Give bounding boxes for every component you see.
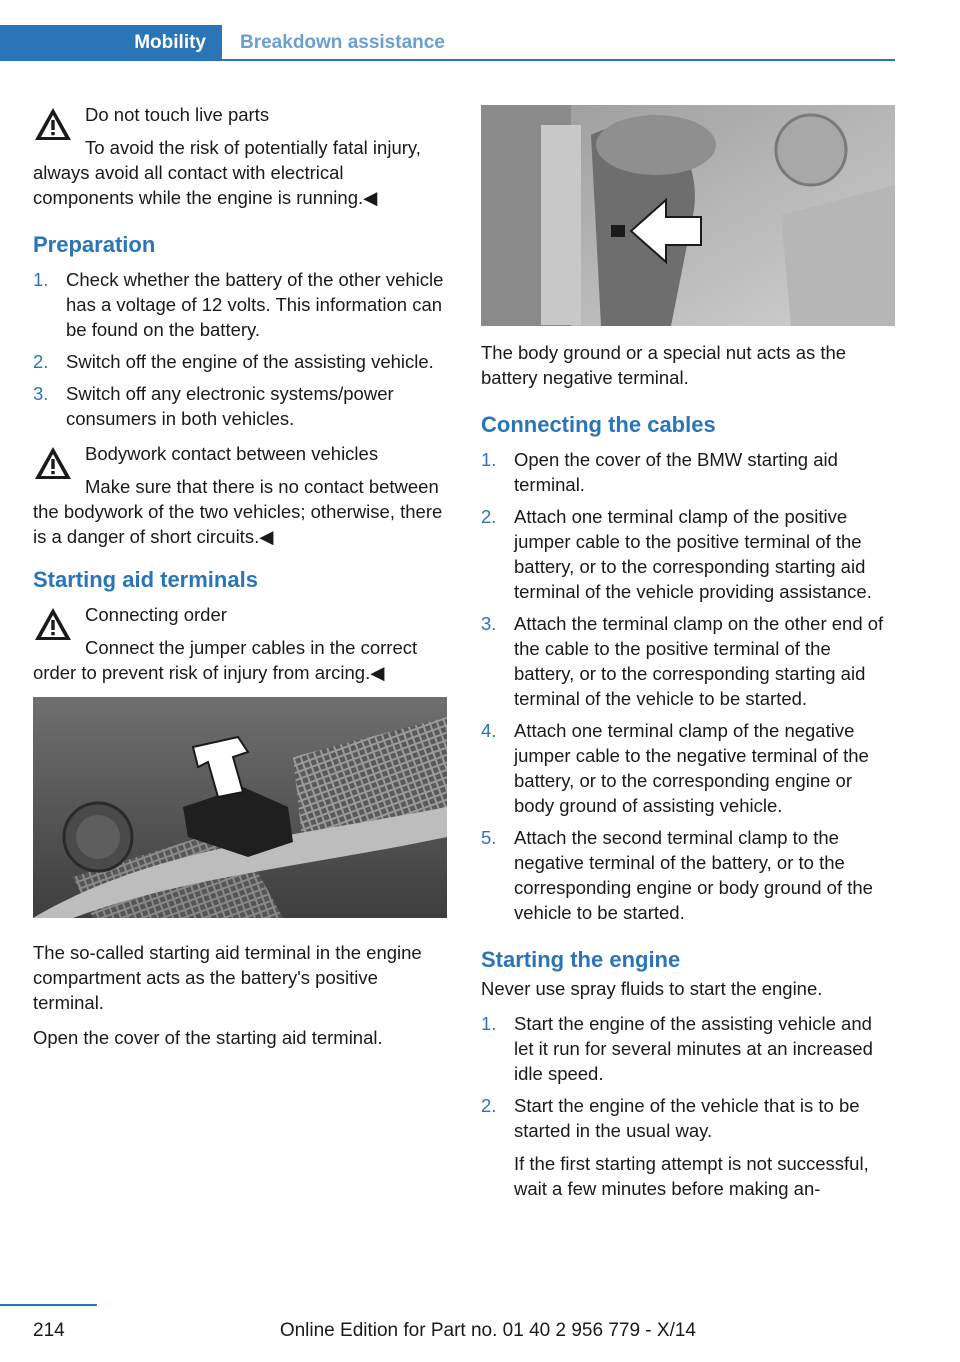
item-text: Attach the terminal clamp on the other end of the cable to the positive terminal of the battery, or to the corresponding starting aid terminal of the vehicle to be started. — [514, 613, 884, 709]
item-text: Start the engine of the vehicle that is to be started in the usual way. — [514, 1095, 860, 1141]
warning-triangle-icon — [33, 445, 73, 481]
photo-caption: The body ground or a special nut acts as the battery negative terminal. — [481, 342, 847, 388]
warning-bodywork — [33, 441, 447, 549]
preparation-list — [33, 267, 447, 431]
item-number: 2. — [33, 351, 49, 372]
item-number: 3. — [481, 613, 497, 634]
item-text: Start the engine of the assisting vehicle and let it run for several minutes at an increased idle speed. — [514, 1013, 873, 1084]
starting-aid-terminal-photo — [33, 697, 447, 918]
list-item — [481, 1011, 895, 1086]
list-item — [33, 267, 447, 342]
heading-preparation: Preparation — [33, 232, 156, 257]
warning-title: Connecting order — [85, 604, 227, 625]
item-text: Switch off any electronic systems/power consumers in both vehicles. — [66, 383, 394, 429]
page-number: 214 — [33, 1320, 65, 1341]
warning-live-parts — [33, 102, 447, 210]
item-number: 1. — [33, 269, 49, 290]
warning-triangle-icon — [33, 606, 73, 642]
item-number: 1. — [481, 449, 497, 470]
item-text: Check whether the battery of the other vehicle has a voltage of 12 volts. This information can be found on the battery. — [66, 269, 444, 340]
warning-triangle-icon — [33, 106, 73, 142]
body-ground-photo — [481, 105, 895, 326]
item-number: 3. — [33, 383, 49, 404]
edition-text: Online Edition for Part no. 01 40 2 956 779 - X/14 — [279, 1320, 696, 1341]
starting-list — [481, 1011, 895, 1201]
item-subtext: If the first starting attempt is not successful, wait a few minutes before making an- — [514, 1153, 869, 1199]
list-item — [481, 1093, 895, 1201]
intro-text: Never use spray fluids to start the engine. — [481, 978, 823, 999]
left-column — [33, 102, 447, 1060]
header-rule — [222, 59, 895, 61]
list-item — [33, 381, 447, 431]
warning-title: Do not touch live parts — [85, 104, 270, 125]
warning-connecting-order — [33, 602, 447, 685]
footer-rule — [0, 1304, 97, 1306]
item-number: 1. — [481, 1013, 497, 1034]
item-text: Attach the second terminal clamp to the negative terminal of the battery, or to the corresponding engine or body ground of the vehicle to be started. — [514, 827, 873, 923]
heading-starting-engine: Starting the engine — [481, 947, 681, 972]
heading-connecting-cables: Connecting the cables — [481, 412, 716, 437]
warning-body: Connect the jumper cables in the correct order to prevent risk of injury from arcing.◀ — [33, 637, 418, 683]
warning-body: To avoid the risk of potentially fatal injury, always avoid all contact with electrical components while the engine is running.◀ — [33, 137, 421, 208]
photo-caption: The so-called starting aid terminal in the engine compartment acts as the battery's positive terminal. — [33, 942, 422, 1013]
list-item — [481, 447, 895, 497]
item-number: 2. — [481, 1095, 497, 1116]
section-tab: Mobility — [0, 25, 222, 61]
list-item — [33, 349, 447, 374]
item-text: Attach one terminal clamp of the positive jumper cable to the positive terminal of the battery, or to the corresponding starting aid terminal of the vehicle providing assistance. — [514, 506, 872, 602]
item-number: 4. — [481, 720, 497, 741]
connecting-list — [481, 447, 895, 925]
right-column — [481, 102, 895, 1211]
heading-starting-aid-terminals: Starting aid terminals — [33, 567, 258, 592]
list-item — [481, 825, 895, 925]
item-number: 5. — [481, 827, 497, 848]
warning-body: Make sure that there is no contact between the bodywork of the two vehicles; otherwise, there is a danger of short circuits.◀ — [33, 476, 443, 547]
list-item — [481, 611, 895, 711]
instruction-text: Open the cover of the starting aid terminal. — [33, 1027, 383, 1048]
item-text: Attach one terminal clamp of the negative jumper cable to the negative terminal of the battery, or to the corresponding engine or body ground of assisting vehicle. — [514, 720, 869, 816]
item-text: Switch off the engine of the assisting vehicle. — [66, 351, 434, 372]
warning-title: Bodywork contact between vehicles — [85, 443, 379, 464]
subsection-tab: Breakdown assistance — [222, 25, 895, 61]
list-item — [481, 718, 895, 818]
page-header — [0, 25, 895, 61]
item-text: Open the cover of the BMW starting aid terminal. — [514, 449, 838, 495]
item-number: 2. — [481, 506, 497, 527]
list-item — [481, 504, 895, 604]
